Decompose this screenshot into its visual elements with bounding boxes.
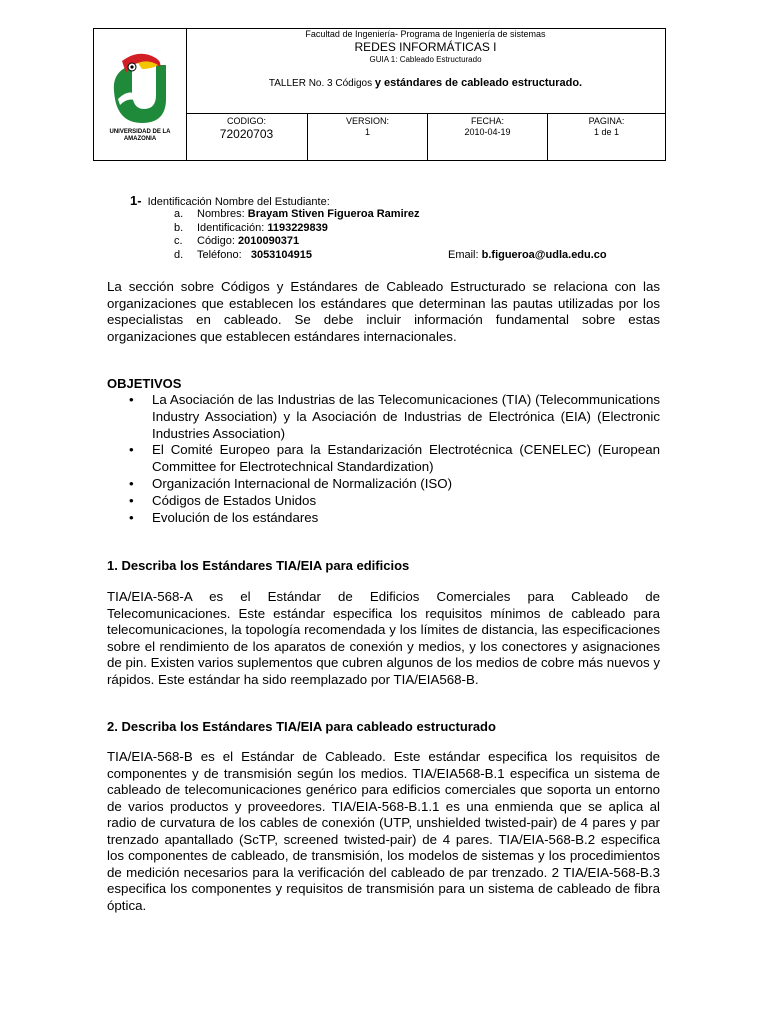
item-label: Nombres: bbox=[197, 208, 245, 220]
meta-page bbox=[548, 113, 665, 160]
document-header bbox=[93, 28, 666, 161]
course-title: REDES INFORMÁTICAS I bbox=[354, 40, 497, 54]
objective-item: • Evolución de los estándares bbox=[107, 510, 660, 527]
item-letter: d. bbox=[174, 249, 184, 261]
question-1-heading: 1. Describa los Estándares TIA/EIA para edificios bbox=[107, 558, 410, 573]
question-2-body: TIA/EIA-568-B es el Estándar de Cableado. Este estándar especifica los requisitos de componentes y de transmisión según los medios. TIA/EIA568-B.1 especifica un sistema de cableado de telecomunicaciones genérico para edificios comerciales que soporta un entorno de varios productos y proveedores. TIA/EIA-568-B.1.1 es una enmienda que se aplica al radio de curvatura de los cables de conexión (UTP, unshielded twisted-pair) de 4 pares y par trenzado apantallado (ScTP, screened twisted-pair) de 4 pares. TIA/EIA-568-B.2 especifica los componentes de cableado, de transmisión, los modelos de sistemas y los procedimientos de medición necesarios para la verificación del cableado de par trenzado. 2 TIA/EIA-568-B.3 especifica los componentes y requisitos de transmisión para un sistema de cableado de fibra óptica. bbox=[107, 749, 660, 913]
intro-paragraph: La sección sobre Códigos y Estándares de Cableado Estructurado se relaciona con las organizaciones que establecen los estándares que determinan las pautas utilizadas por los especialistas en cableado. Se debe incluir información fundamental sobre estas organizaciones que establecen estándares internacionales. bbox=[107, 279, 660, 344]
meta-date bbox=[428, 113, 548, 160]
meta-code bbox=[186, 113, 308, 160]
objective-item: • Códigos de Estados Unidos bbox=[107, 493, 660, 510]
email-value: b.figueroa@udla.edu.co bbox=[481, 249, 607, 261]
university-logo-icon bbox=[110, 51, 170, 127]
meta-version-label: VERSION: bbox=[345, 116, 389, 126]
item-value: 3053104915 bbox=[250, 249, 313, 261]
email-label: Email: bbox=[448, 249, 479, 261]
meta-date-label: FECHA: bbox=[470, 116, 504, 126]
item-letter: c. bbox=[174, 235, 183, 247]
logo-cell bbox=[94, 29, 187, 160]
item-label: Teléfono: bbox=[197, 249, 242, 261]
student-item-name bbox=[174, 208, 420, 220]
item-letter: b. bbox=[174, 222, 184, 234]
meta-version-value: 1 bbox=[364, 127, 370, 137]
student-email bbox=[448, 249, 607, 261]
guide-title: GUIA 1: Cableado Estructurado bbox=[369, 55, 482, 64]
meta-version bbox=[308, 113, 428, 160]
header-meta-row bbox=[186, 113, 665, 160]
meta-code-label: CODIGO: bbox=[226, 116, 266, 126]
objectives-list bbox=[107, 392, 660, 526]
objectives-heading: OBJETIVOS bbox=[107, 376, 182, 391]
student-title: Identificación Nombre del Estudiante: bbox=[147, 196, 330, 208]
meta-page-label: PAGINA: bbox=[588, 116, 625, 126]
item-letter: a. bbox=[174, 208, 184, 220]
objective-item: • El Comité Europeo para la Estandarización Electrotécnica (CENELEC) (European Committee for Electrotechnical Standardization) bbox=[107, 442, 660, 476]
item-value: Brayam Stiven Figueroa Ramirez bbox=[247, 208, 420, 220]
section-number: 1- bbox=[130, 193, 142, 208]
item-value: 1193229839 bbox=[267, 222, 328, 234]
item-value: 2010090371 bbox=[237, 235, 300, 247]
student-section-title bbox=[130, 193, 330, 208]
question-1-body: TIA/EIA-568-A es el Estándar de Edificios Comerciales para Cableado de Telecomunicaciones. Este estándar especifica los requisitos mínimos de cableado para telecomunicaciones, la topología recomendada y los límites de distancia, las especificaciones sobre el rendimiento de los aparatos de conexión y medios, y los conectores y asignaciones de pin. Existen varios suplementos que cubren algunos de los medios de cobre más nuevos y rápidos. Este estándar ha sido reemplazado por TIA/EIA568-B. bbox=[107, 589, 660, 687]
meta-date-value: 2010-04-19 bbox=[464, 127, 511, 137]
item-label: Código: bbox=[197, 235, 235, 247]
meta-code-value: 72020703 bbox=[219, 127, 274, 141]
university-name: UNIVERSIDAD DE LA AMAZONIA bbox=[109, 129, 171, 142]
question-2-heading: 2. Describa los Estándares TIA/EIA para cableado estructurado bbox=[107, 719, 496, 734]
workshop-bold: y estándares de cableado estructurado. bbox=[374, 77, 583, 89]
header-title-area bbox=[186, 29, 665, 114]
student-item-id bbox=[174, 222, 328, 234]
item-label: Identificación: bbox=[197, 222, 265, 234]
student-item-code bbox=[174, 235, 299, 247]
meta-page-value: 1 de 1 bbox=[593, 127, 620, 137]
student-item-phone bbox=[174, 249, 312, 261]
objective-item: • La Asociación de las Industrias de las Telecomunicaciones (TIA) (Telecommunications Industry Association) y la Asociación de Industrias de Electrónica (EIA) (Electronic Industries Association) bbox=[107, 392, 660, 442]
faculty-name: Facultad de Ingeniería- Programa de Ingeniería de sistemas bbox=[305, 29, 546, 39]
objective-item: • Organización Internacional de Normalización (ISO) bbox=[107, 476, 660, 493]
workshop-title bbox=[186, 77, 665, 89]
workshop-prefix: TALLER No. 3 Códigos bbox=[268, 78, 373, 89]
